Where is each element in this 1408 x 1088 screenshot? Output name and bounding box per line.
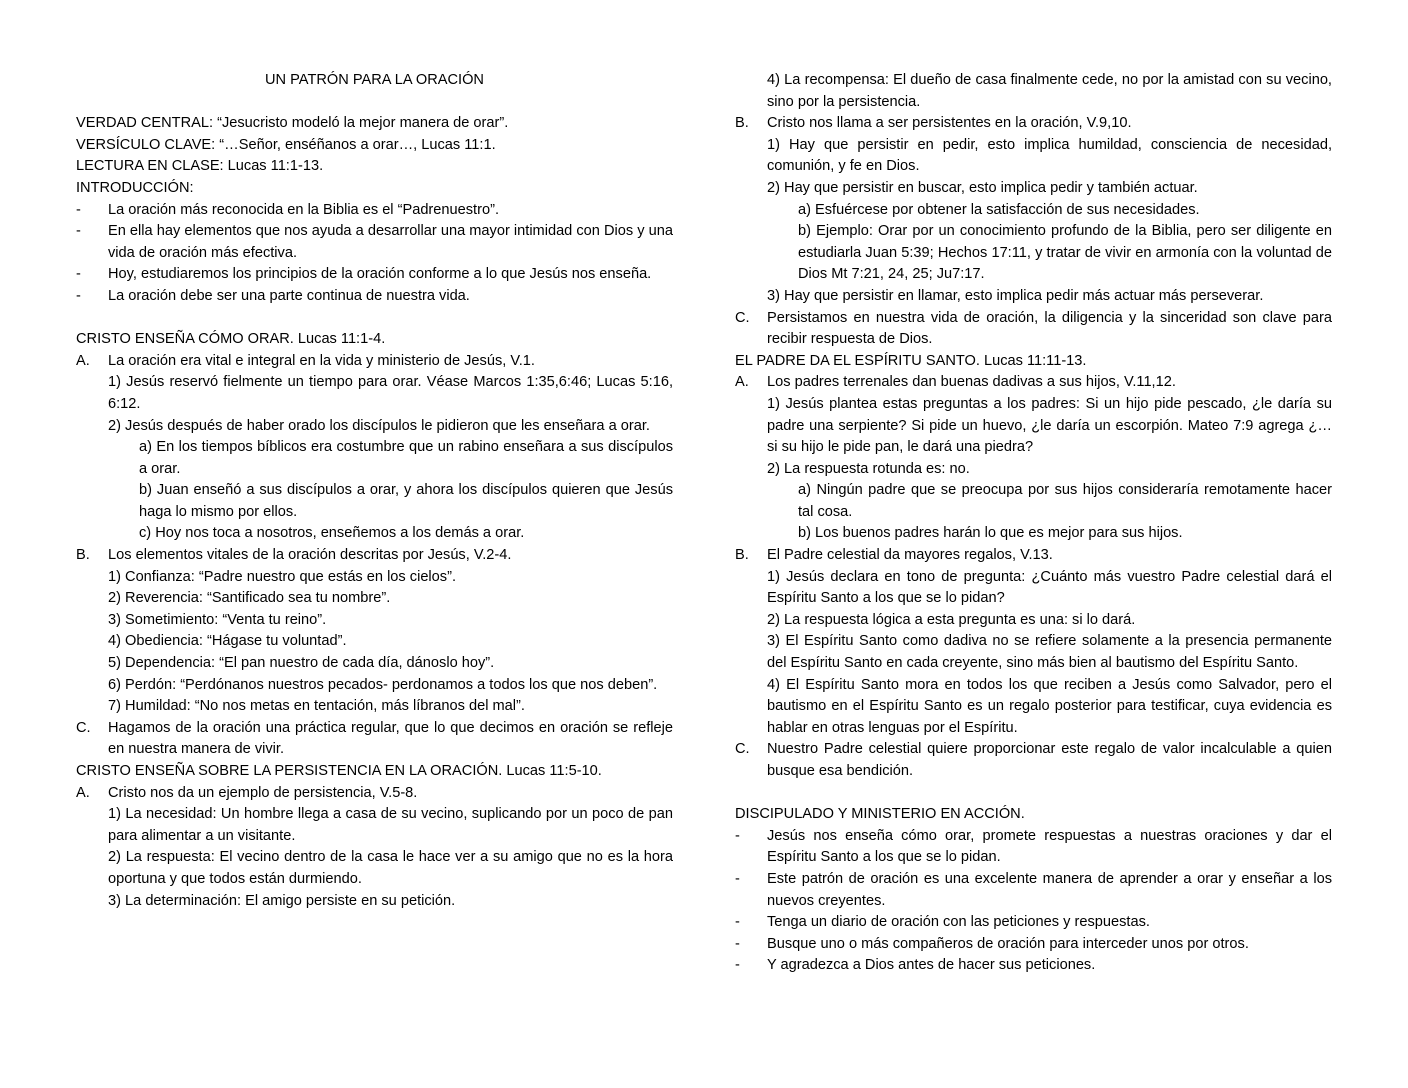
sub-sub-point: a) Ningún padre que se preocupa por sus hijos consideraría remotamente hacer tal cosa.: [798, 482, 1332, 520]
sub-point: 2) La respuesta: El vecino dentro de la casa le hace ver a su amigo que no es la hora oportuna y que todos están durmiendo.: [108, 849, 673, 887]
sub-point: 3) La determinación: El amigo persiste en su petición.: [108, 892, 456, 909]
list-marker: -: [76, 266, 81, 283]
sub-point: 6) Perdón: “Perdónanos nuestros pecados- perdonamos a todos los que nos deben”.: [108, 676, 658, 693]
list-marker: B.: [735, 547, 749, 564]
list-item: [76, 545, 673, 567]
list-item: [76, 718, 673, 761]
sub-sub-point: c) Hoy nos toca a nosotros, enseñemos a los demás a orar.: [139, 525, 525, 542]
list-marker: A.: [76, 784, 90, 801]
paragraph: INTRODUCCIÓN:: [76, 179, 194, 196]
sub-point: 2) Hay que persistir en buscar, esto implica pedir y también actuar.: [767, 179, 1198, 196]
list-marker: -: [76, 287, 81, 304]
list-marker: -: [76, 223, 81, 240]
list-marker: C.: [735, 741, 750, 758]
sub-point: 1) La necesidad: Un hombre llega a casa de su vecino, suplicando por un poco de pan para alimentar a un visitante.: [108, 806, 673, 844]
blank-line: [735, 783, 1332, 805]
sub-point: 1) Confianza: “Padre nuestro que estás en los cielos”.: [108, 568, 457, 585]
list-item: [735, 372, 1332, 394]
list-item: [735, 739, 1332, 782]
sub-point: 1) Jesús declara en tono de pregunta: ¿Cuánto más vuestro Padre celestial dará el Espíritu Santo a los que se lo pidan?: [767, 568, 1332, 607]
list-item-text: Y agradezca a Dios antes de hacer sus peticiones.: [767, 957, 1096, 974]
sub-point: 1) Jesús reservó fielmente un tiempo para orar. Véase Marcos 1:35,6:46; Lucas 5:16, 6:12.: [108, 374, 673, 412]
paragraph: CRISTO ENSEÑA SOBRE LA PERSISTENCIA EN LA ORACIÓN. Lucas 11:5-10.: [76, 763, 602, 779]
list-item: [735, 826, 1332, 869]
list-item: [76, 286, 673, 308]
paragraph: VERDAD CENTRAL: “Jesucristo modeló la mejor manera de orar”.: [76, 115, 509, 132]
list-item-text: Nuestro Padre celestial quiere proporcionar este regalo de valor incalculable a quien busque esa bendición.: [767, 741, 1332, 779]
paragraph: EL PADRE DA EL ESPÍRITU SANTO. Lucas 11:11-13.: [735, 352, 1087, 369]
sub-point: 3) Hay que persistir en llamar, esto implica pedir más actuar más perseverar.: [767, 287, 1264, 304]
sub-point: 2) Jesús después de haber orado los discípulos le pidieron que les enseñara a orar.: [108, 417, 650, 434]
list-item-text: Hagamos de la oración una práctica regular, que lo que decimos en oración se refleje en nuestra manera de vivir.: [108, 719, 673, 758]
document-title: UN PATRÓN PARA LA ORACIÓN: [265, 72, 484, 88]
sub-point: 1) Jesús plantea estas preguntas a los padres: Si un hijo pide pescado, ¿le daría su padre una serpiente? Si pide un huevo, ¿le daría un escorpión. Mateo 7:9 agrega ¿… si su hijo le pide pan, le dará una piedra?: [767, 395, 1332, 456]
list-item-text: Hoy, estudiaremos los principios de la oración conforme a lo que Jesús nos enseña.: [108, 266, 652, 283]
list-marker: C.: [735, 309, 750, 326]
sub-point: 4) El Espíritu Santo mora en todos los que reciben a Jesús como Salvador, pero el bautismo en el Espíritu Santo es un regalo posterior para testificar, cuya evidencia es hablar en otras lenguas por el Espíritu.: [767, 676, 1332, 736]
list-item: [735, 934, 1332, 956]
sub-point: 5) Dependencia: “El pan nuestro de cada día, dánoslo hoy”.: [108, 655, 495, 672]
list-marker: -: [735, 957, 740, 974]
list-item: [735, 545, 1332, 567]
list-item-text: Busque uno o más compañeros de oración para interceder unos por otros.: [767, 935, 1249, 952]
list-marker: -: [735, 827, 740, 844]
list-item: [76, 200, 673, 222]
list-marker: -: [735, 914, 740, 931]
sub-sub-point: a) En los tiempos bíblicos era costumbre que un rabino enseñara a sus discípulos a orar.: [139, 439, 673, 477]
list-item: [76, 351, 673, 373]
sub-point: 2) Reverencia: “Santificado sea tu nombre”.: [108, 590, 391, 607]
list-marker: B.: [76, 547, 90, 564]
paragraph: VERSÍCULO CLAVE: “…Señor, enséñanos a orar…, Lucas 11:1.: [76, 136, 496, 153]
list-item: [735, 869, 1332, 912]
sub-sub-point: b) Ejemplo: Orar por un conocimiento profundo de la Biblia, pero ser diligente en estudiarla Juan 5:39; Hechos 17:11, y tratar de vivir en armonía con la voluntad de Dios Mt 7:21, 24, 25; Ju7:17.: [798, 223, 1332, 283]
list-item-text: Los padres terrenales dan buenas dadivas a sus hijos, V.11,12.: [767, 374, 1176, 391]
sub-sub-point: b) Juan enseñó a sus discípulos a orar, y ahora los discípulos quieren que Jesús haga lo mismo por ellos.: [139, 482, 673, 520]
list-item-text: Este patrón de oración es una excelente manera de aprender a orar y enseñar a los nuevos creyentes.: [767, 870, 1332, 909]
blank-line: [76, 308, 673, 330]
list-marker: -: [735, 935, 740, 952]
list-item-text: Tenga un diario de oración con las peticiones y respuestas.: [767, 914, 1150, 931]
sub-point: 3) Sometimiento: “Venta tu reino”.: [108, 611, 327, 628]
sub-point: 2) La respuesta lógica a esta pregunta es una: si lo dará.: [767, 611, 1136, 628]
sub-point: 4) Obediencia: “Hágase tu voluntad”.: [108, 633, 347, 650]
list-marker: -: [735, 870, 740, 887]
left-column: [76, 70, 673, 912]
sub-point: 2) La respuesta rotunda es: no.: [767, 460, 970, 477]
list-item-text: La oración debe ser una parte continua de nuestra vida.: [108, 287, 470, 304]
list-item: [76, 221, 673, 264]
right-column: [735, 70, 1332, 977]
list-marker: A.: [735, 374, 749, 391]
list-marker: B.: [735, 115, 749, 132]
sub-sub-point: a) Esfuércese por obtener la satisfacción de sus necesidades.: [798, 201, 1200, 218]
list-item-text: El Padre celestial da mayores regalos, V.13.: [767, 547, 1053, 564]
list-item: [76, 783, 673, 805]
list-item: [735, 113, 1332, 135]
list-item-text: En ella hay elementos que nos ayuda a desarrollar una mayor intimidad con Dios y una vida de oración más efectiva.: [108, 223, 673, 261]
list-item-text: La oración más reconocida en la Biblia es el “Padrenuestro”.: [108, 201, 500, 218]
sub-point: 7) Humildad: “No nos metas en tentación, más líbranos del mal”.: [108, 698, 525, 715]
sub-sub-point: b) Los buenos padres harán lo que es mejor para sus hijos.: [798, 525, 1183, 542]
list-marker: C.: [76, 719, 91, 736]
sub-point: 3) El Espíritu Santo como dadiva no se refiere solamente a la presencia permanente del Espíritu Santo en cada creyente, sino más bien al bautismo del Espíritu Santo.: [767, 633, 1332, 672]
list-item: [735, 912, 1332, 934]
list-item-text: Persistamos en nuestra vida de oración, la diligencia y la sinceridad son clave para recibir respuesta de Dios.: [767, 309, 1332, 348]
paragraph: LECTURA EN CLASE: Lucas 11:1-13.: [76, 158, 324, 175]
list-marker: A.: [76, 352, 90, 369]
list-item: [76, 264, 673, 286]
list-item-text: Jesús nos enseña cómo orar, promete respuestas a nuestras oraciones y dar el Espíritu Santo a los que se lo pidan.: [767, 827, 1332, 866]
list-marker: -: [76, 201, 81, 218]
list-item: [735, 955, 1332, 977]
list-item-text: La oración era vital e integral en la vida y ministerio de Jesús, V.1.: [108, 352, 535, 369]
list-item-text: Los elementos vitales de la oración descritas por Jesús, V.2-4.: [108, 547, 512, 564]
list-item: [735, 308, 1332, 351]
paragraph: CRISTO ENSEÑA CÓMO ORAR. Lucas 11:1-4.: [76, 331, 386, 348]
list-item-text: Cristo nos llama a ser persistentes en la oración, V.9,10.: [767, 115, 1132, 132]
sub-point: 1) Hay que persistir en pedir, esto implica humildad, consciencia de necesidad, comunión, y fe en Dios.: [767, 136, 1332, 175]
sub-point: 4) La recompensa: El dueño de casa finalmente cede, no por la amistad con su vecino, sino por la persistencia.: [767, 72, 1332, 110]
paragraph: DISCIPULADO Y MINISTERIO EN ACCIÓN.: [735, 806, 1025, 823]
list-item-text: Cristo nos da un ejemplo de persistencia, V.5-8.: [108, 784, 418, 801]
blank-line: [76, 92, 673, 114]
